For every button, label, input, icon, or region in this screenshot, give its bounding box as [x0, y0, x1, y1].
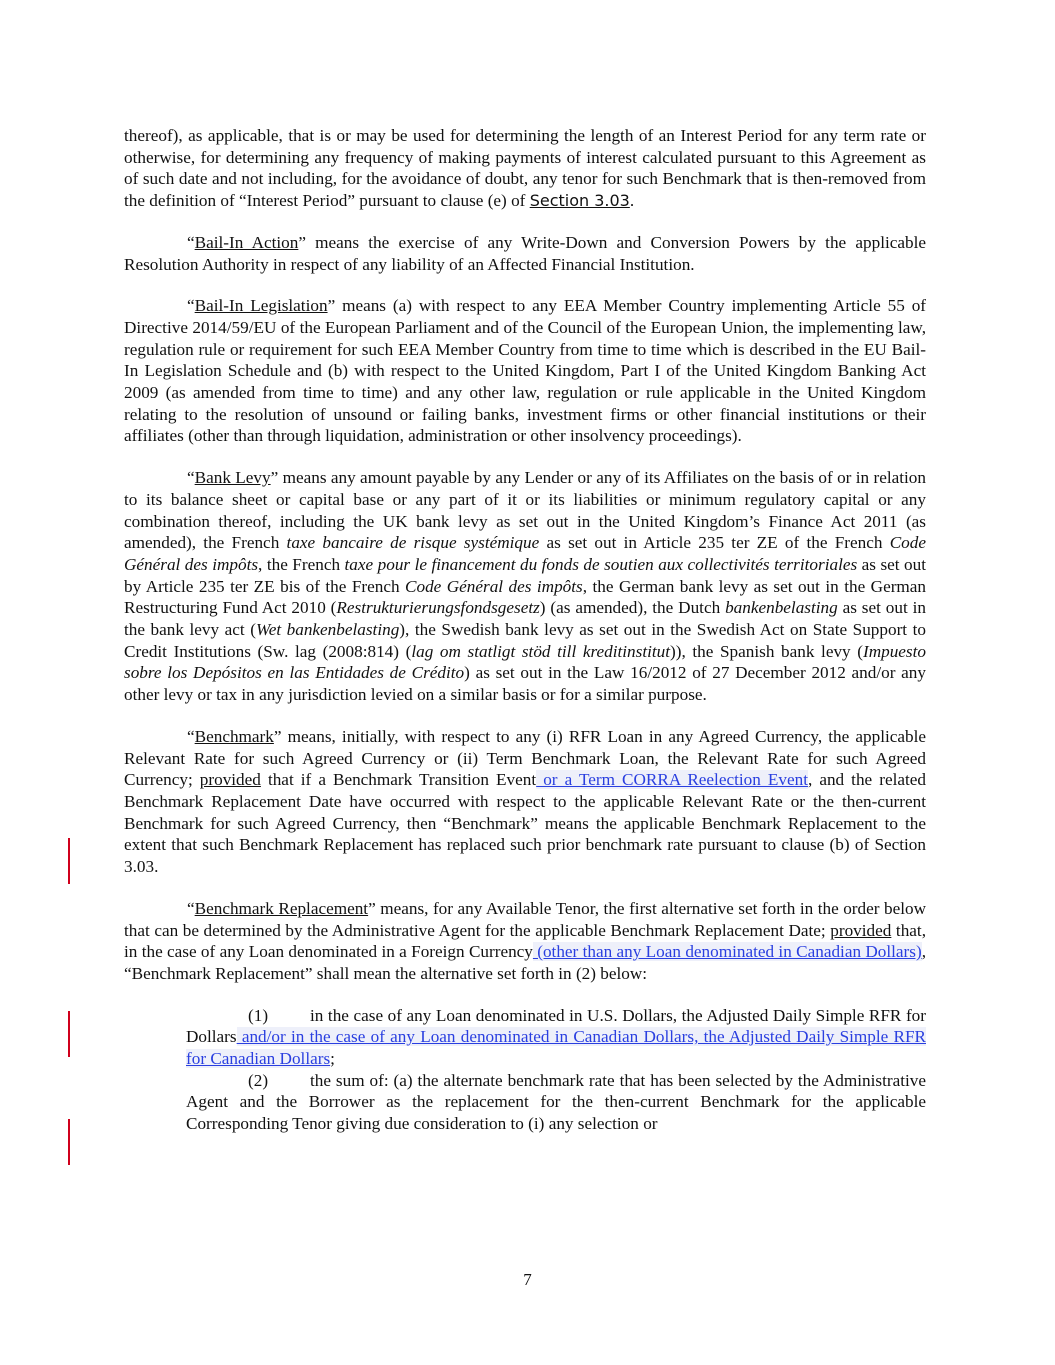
definition-benchmark-replacement: “Benchmark Replacement” means, for any Available Tenor, the first alternative set forth in the order below that can be determined by the Administrative Agent for the applicable Benchmark Replacement Date; provided that, in the case of any Loan denominated in a Foreign Currency (other than any Loan denominated in Canadian Dollars), “Benchmark Replacement” shall mean the alternative set forth in (2) below: — [124, 898, 926, 983]
defined-term: Bail-In Legislation — [194, 296, 328, 316]
inserted-text: and/or in the case of any Loan denominated in Canadian Dollars, the Adjusted Daily Simple RFR for Canadian Dollars — [186, 1027, 926, 1069]
section-reference[interactable]: Section 3.03 — [529, 191, 630, 211]
change-bar — [68, 1119, 70, 1165]
definition-bail-in-legislation: “Bail-In Legislation” means (a) with respect to any EEA Member Country implementing Article 55 of Directive 2014/59/EU of the European Parliament and of the Council of the European Union, the implementing law, regulation rule or requirement for such EEA Member Country from time to time which is described in the EU Bail-In Legislation Schedule and (b) with respect to the United Kingdom, Part I of the United Kingdom Banking Act 2009 (as amended from time to time) and any other law, regulation or rule applicable in the United Kingdom relating to the resolution of unsound or failing banks, investment firms or other financial institutions or their affiliates (other than through liquidation, administration or other insolvency proceedings). — [124, 296, 927, 446]
document-page — [124, 125, 926, 1135]
list-item-2: (2) the sum of: (a) the alternate benchmark rate that has been selected by the Administrative Agent and the Borrower as the replacement for the then-current Benchmark for the applicable Corresponding Tenor giving due consideration to (i) any selection or — [186, 1070, 926, 1134]
defined-term: Benchmark — [194, 726, 274, 746]
defined-term: Benchmark Replacement — [194, 898, 369, 918]
inserted-text: (other than any Loan denominated in Canadian Dollars) — [532, 942, 922, 962]
provided-term: provided — [830, 920, 892, 940]
provided-term: provided — [199, 770, 261, 790]
definition-benchmark: “Benchmark” means, initially, with respect to any (i) RFR Loan in any Agreed Currency, the applicable Relevant Rate for such Agreed Currency or (ii) Term Benchmark Loan, the Relevant Rate for such Agreed Currency; provided that if a Benchmark Transition Event or a Term CORRA Reelection Event, and the related Benchmark Replacement Date have occurred with respect to the applicable Relevant Rate or the then-current Benchmark for such Agreed Currency, then “Benchmark” means the applicable Benchmark Replacement to the extent that such Benchmark Replacement has replaced such prior benchmark rate pursuant to clause (b) of Section 3.03. — [124, 726, 926, 877]
page-number: 7 — [523, 1270, 532, 1289]
list-item-1: (1) in the case of any Loan denominated in U.S. Dollars, the Adjusted Daily Simple RFR for Dollars and/or in the case of any Loan denominated in Canadian Dollars, the Adjusted Daily Simple RFR for Canadian Dollars; — [186, 1005, 926, 1069]
definition-bank-levy: “Bank Levy” means any amount payable by any Lender or any of its Affiliates on the basis of or in relation to its balance sheet or capital base or any part of it or its liabilities or minimum regulatory capital or any combination thereof, including the UK bank levy as set out in the United Kingdom’s Finance Act 2011 (as amended), the French taxe bancaire de risque systémique as set out in Article 235 ter ZE of the French Code Général des impôts, the French taxe pour le financement du fonds de soutien aux collectivités territoriales as set out by Article 235 ter ZE bis of the French Code Général des impôts, the German bank levy as set out in the German Restructuring Fund Act 2010 (Restrukturierungsfondsgesetz) (as amended), the Dutch bankenbelasting as set out in the bank levy act (Wet bankenbelasting), the Swedish bank levy as set out in the Swedish Act on State Support to Credit Institutions (Sw. lag (2008:814) (lag om statligt stöd till kreditinstitut)), the Spanish bank levy (Impuesto sobre los Depósitos en las Entidades de Crédito) as set out in the Law 16/2012 of 27 December 2012 and/or any other levy or tax in any jurisdiction levied on a similar basis or for a similar purpose. — [124, 468, 927, 705]
paragraph-continuation: thereof), as applicable, that is or may be used for determining the length of an Interest Period for any term rate or otherwise, for determining any frequency of making payments of interest calculated pursuant to this Agreement as of such date and not including, for the avoidance of doubt, any tenor for such Benchmark that is then-removed from the definition of “Interest Period” pursuant to clause (e) of Section 3.03. — [124, 126, 926, 211]
inserted-text: or a Term CORRA Reelection Event — [536, 770, 808, 790]
defined-term: Bank Levy — [194, 468, 271, 488]
change-bar — [68, 1011, 70, 1057]
definition-bail-in-action: “Bail-In Action” means the exercise of any Write-Down and Conversion Powers by the applicable Resolution Authority in respect of any liability of an Affected Financial Institution. — [124, 232, 926, 274]
change-bar — [68, 838, 70, 884]
defined-term: Bail-In Action — [194, 232, 299, 252]
